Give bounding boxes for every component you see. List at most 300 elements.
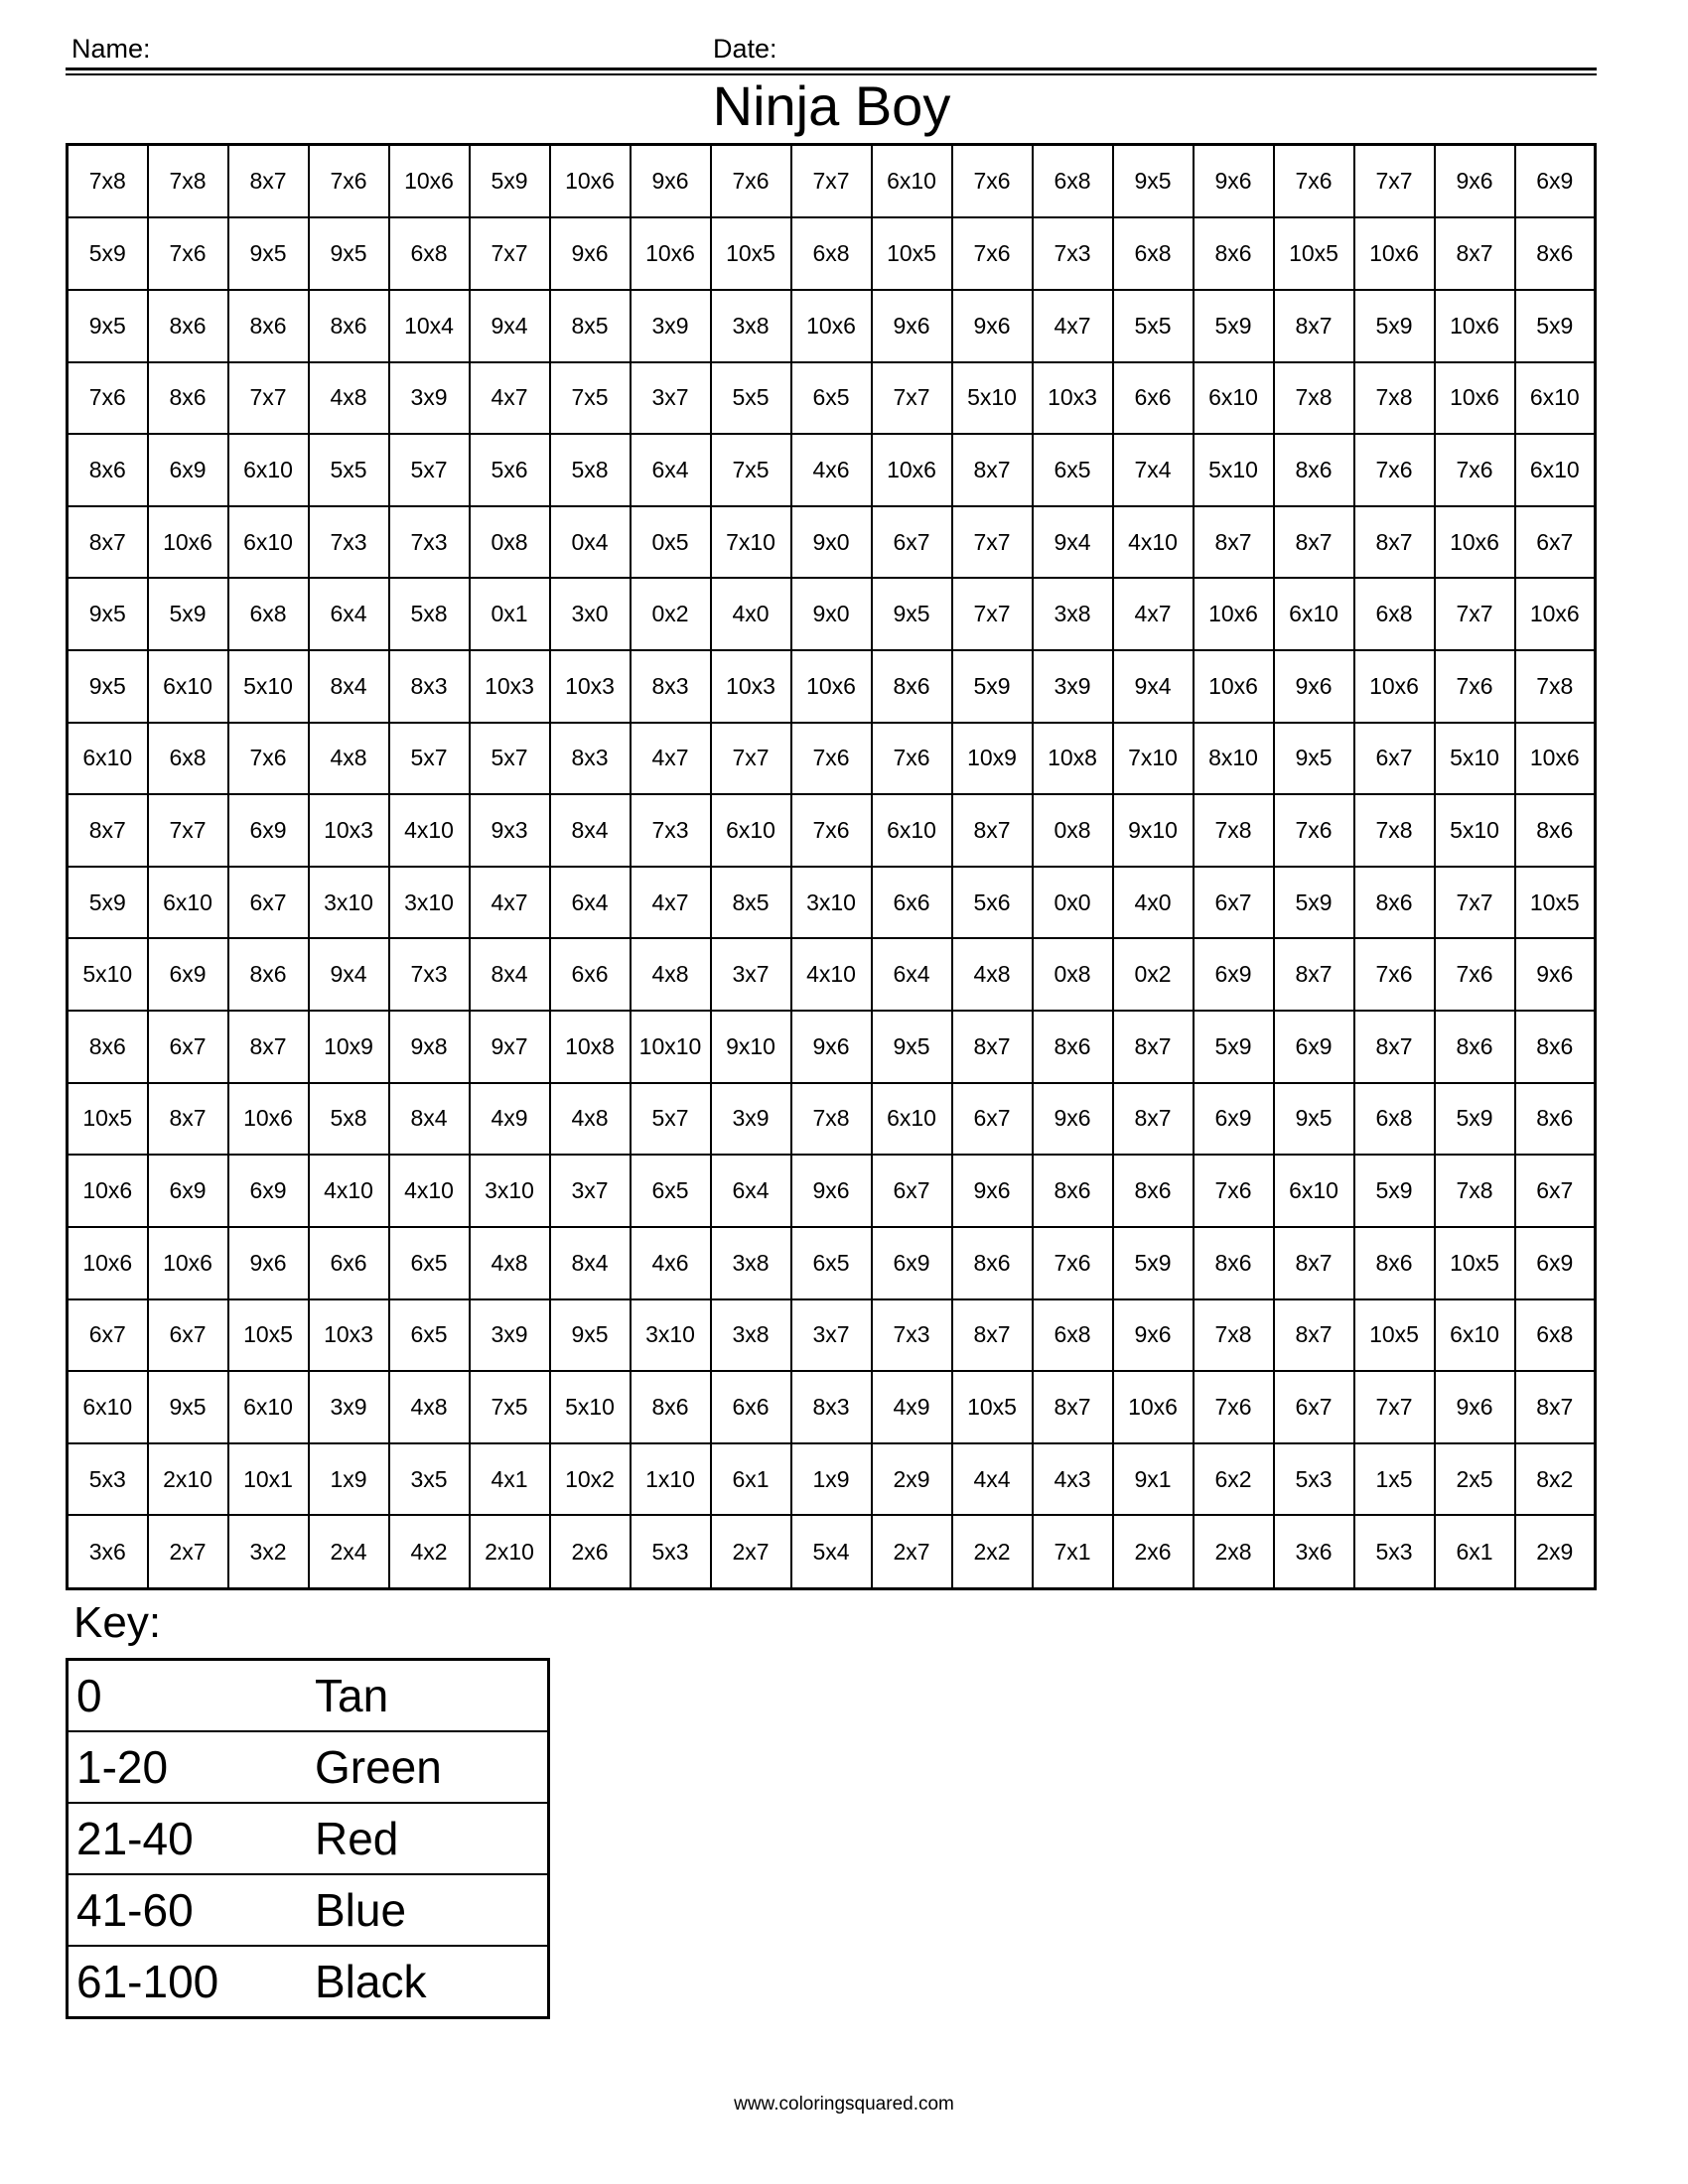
grid-cell: 4x3 [1033,1443,1113,1516]
key-color-name: Green [307,1731,549,1803]
grid-cell: 3x10 [309,867,389,939]
grid-cell: 8x6 [1354,1227,1435,1299]
grid-cell: 6x4 [872,938,952,1011]
grid-row [68,1299,1596,1372]
grid-cell: 8x3 [389,650,470,723]
grid-row [68,723,1596,795]
grid-cell: 10x3 [309,1299,389,1372]
grid-cell: 8x4 [550,1227,631,1299]
grid-cell: 4x10 [1113,506,1194,579]
grid-cell: 10x6 [1435,290,1515,362]
grid-cell: 6x8 [389,217,470,290]
grid-cell: 9x4 [1113,650,1194,723]
grid-cell: 8x6 [1194,217,1274,290]
grid-cell: 10x6 [631,217,711,290]
grid-cell: 7x6 [148,217,228,290]
grid-cell: 4x7 [631,723,711,795]
grid-cell: 7x6 [1274,794,1354,867]
grid-cell: 6x1 [711,1443,791,1516]
grid-cell: 9x6 [1435,145,1515,218]
grid-cell: 6x9 [148,938,228,1011]
grid-cell: 3x8 [711,1227,791,1299]
grid-cell: 2x9 [872,1443,952,1516]
key-range: 41-60 [68,1874,308,1946]
grid-cell: 7x5 [470,1371,550,1443]
grid-cell: 6x6 [711,1371,791,1443]
grid-cell: 7x6 [1033,1227,1113,1299]
grid-cell: 6x10 [68,723,148,795]
grid-cell: 8x6 [68,1011,148,1083]
grid-cell: 7x6 [1435,434,1515,506]
footer-url: www.coloringsquared.com [734,2094,954,2115]
grid-cell: 5x3 [1274,1443,1354,1516]
grid-cell: 10x3 [309,794,389,867]
grid-cell: 3x8 [711,1299,791,1372]
grid-cell: 4x1 [470,1443,550,1516]
grid-cell: 6x10 [711,794,791,867]
grid-cell: 6x8 [148,723,228,795]
name-label: Name: [71,34,151,64]
grid-cell: 8x6 [1274,434,1354,506]
grid-cell: 4x0 [711,578,791,650]
grid-cell: 8x7 [952,434,1033,506]
key-range: 0 [68,1660,308,1732]
grid-cell: 6x10 [228,506,309,579]
grid-cell: 10x5 [1435,1227,1515,1299]
grid-cell: 7x3 [872,1299,952,1372]
grid-cell: 6x5 [1033,434,1113,506]
grid-cell: 8x6 [1515,794,1596,867]
grid-cell: 6x7 [148,1299,228,1372]
grid-cell: 0x1 [470,578,550,650]
grid-cell: 3x7 [711,938,791,1011]
grid-cell: 9x10 [711,1011,791,1083]
grid-row [68,578,1596,650]
grid-cell: 4x9 [470,1083,550,1156]
grid-row [68,867,1596,939]
grid-cell: 7x8 [1194,1299,1274,1372]
grid-cell: 3x7 [631,362,711,435]
grid-cell: 4x7 [1113,578,1194,650]
grid-cell: 6x10 [1515,434,1596,506]
grid-cell: 7x6 [68,362,148,435]
grid-cell: 5x10 [1435,794,1515,867]
grid-cell: 6x6 [872,867,952,939]
grid-cell: 7x8 [1435,1155,1515,1227]
grid-cell: 10x6 [68,1227,148,1299]
grid-cell: 5x10 [550,1371,631,1443]
grid-cell: 9x6 [791,1011,872,1083]
grid-cell: 8x3 [631,650,711,723]
grid-cell: 9x6 [631,145,711,218]
grid-row [68,1515,1596,1588]
grid-cell: 6x7 [228,867,309,939]
grid-cell: 6x5 [389,1227,470,1299]
grid-row [68,145,1596,218]
grid-cell: 9x7 [470,1011,550,1083]
grid-cell: 7x6 [228,723,309,795]
grid-cell: 8x10 [1194,723,1274,795]
grid-cell: 8x6 [228,290,309,362]
grid-cell: 4x6 [631,1227,711,1299]
grid-cell: 6x7 [1515,506,1596,579]
grid-cell: 8x7 [68,506,148,579]
grid-cell: 3x9 [389,362,470,435]
grid-cell: 2x7 [711,1515,791,1588]
grid-cell: 8x6 [1515,217,1596,290]
grid-cell: 7x6 [309,145,389,218]
grid-cell: 4x10 [389,794,470,867]
grid-cell: 8x5 [550,290,631,362]
grid-cell: 2x6 [550,1515,631,1588]
grid-cell: 8x7 [952,1011,1033,1083]
grid-cell: 9x5 [68,650,148,723]
key-color-name: Blue [307,1874,549,1946]
key-row [68,1660,549,1732]
grid-cell: 5x9 [148,578,228,650]
grid-cell: 8x6 [952,1227,1033,1299]
grid-cell: 10x3 [711,650,791,723]
grid-cell: 6x10 [1194,362,1274,435]
grid-cell: 7x7 [952,506,1033,579]
grid-cell: 6x8 [1033,1299,1113,1372]
grid-cell: 5x10 [68,938,148,1011]
grid-cell: 9x6 [550,217,631,290]
grid-cell: 9x5 [1274,723,1354,795]
grid-cell: 8x7 [1113,1011,1194,1083]
grid-cell: 10x6 [791,290,872,362]
grid-cell: 9x5 [872,578,952,650]
grid-cell: 10x6 [550,145,631,218]
grid-cell: 5x9 [470,145,550,218]
color-key-table [66,1658,550,2019]
grid-cell: 4x8 [470,1227,550,1299]
grid-cell: 8x6 [228,938,309,1011]
grid-cell: 6x10 [1435,1299,1515,1372]
grid-cell: 6x1 [1435,1515,1515,1588]
grid-cell: 9x6 [1194,145,1274,218]
grid-cell: 5x7 [470,723,550,795]
grid-cell: 3x10 [389,867,470,939]
grid-cell: 6x8 [791,217,872,290]
grid-cell: 5x7 [389,434,470,506]
grid-row [68,650,1596,723]
grid-cell: 5x10 [952,362,1033,435]
grid-cell: 6x8 [1515,1299,1596,1372]
grid-cell: 10x6 [1194,578,1274,650]
grid-cell: 0x0 [1033,867,1113,939]
grid-cell: 8x6 [1354,867,1435,939]
grid-cell: 6x5 [631,1155,711,1227]
grid-cell: 8x5 [711,867,791,939]
grid-cell: 6x8 [228,578,309,650]
grid-cell: 3x9 [1033,650,1113,723]
grid-cell: 9x4 [470,290,550,362]
grid-cell: 8x4 [470,938,550,1011]
grid-cell: 7x4 [1113,434,1194,506]
grid-row [68,1371,1596,1443]
grid-cell: 9x6 [228,1227,309,1299]
grid-cell: 8x7 [1274,1299,1354,1372]
grid-cell: 9x5 [148,1371,228,1443]
grid-cell: 10x10 [631,1011,711,1083]
grid-cell: 7x7 [148,794,228,867]
grid-cell: 6x9 [228,1155,309,1227]
grid-cell: 10x6 [1435,362,1515,435]
grid-cell: 5x10 [1435,723,1515,795]
grid-cell: 7x8 [791,1083,872,1156]
grid-cell: 6x2 [1194,1443,1274,1516]
grid-cell: 9x6 [1435,1371,1515,1443]
key-color-name: Red [307,1803,549,1874]
grid-cell: 9x5 [68,290,148,362]
grid-cell: 8x6 [1435,1011,1515,1083]
grid-cell: 8x7 [148,1083,228,1156]
grid-cell: 9x6 [952,290,1033,362]
grid-cell: 2x8 [1194,1515,1274,1588]
grid-cell: 7x3 [631,794,711,867]
grid-cell: 9x0 [791,578,872,650]
grid-cell: 7x3 [389,506,470,579]
grid-cell: 4x8 [550,1083,631,1156]
grid-cell: 6x10 [68,1371,148,1443]
grid-cell: 1x9 [791,1443,872,1516]
grid-cell: 5x10 [1194,434,1274,506]
grid-cell: 3x8 [711,290,791,362]
grid-cell: 3x5 [389,1443,470,1516]
key-range: 61-100 [68,1946,308,2018]
grid-row [68,362,1596,435]
grid-cell: 8x7 [1274,290,1354,362]
grid-cell: 7x6 [1274,145,1354,218]
grid-cell: 6x8 [1033,145,1113,218]
grid-cell: 5x7 [631,1083,711,1156]
grid-cell: 4x7 [631,867,711,939]
grid-cell: 0x4 [550,506,631,579]
grid-cell: 3x7 [791,1299,872,1372]
grid-cell: 5x9 [1274,867,1354,939]
grid-cell: 7x5 [550,362,631,435]
grid-cell: 6x9 [148,1155,228,1227]
grid-cell: 6x5 [791,1227,872,1299]
grid-cell: 7x7 [1354,1371,1435,1443]
grid-cell: 6x4 [309,578,389,650]
grid-cell: 10x6 [1194,650,1274,723]
grid-cell: 10x5 [872,217,952,290]
grid-cell: 5x3 [1354,1515,1435,1588]
grid-cell: 6x8 [1354,1083,1435,1156]
grid-cell: 6x9 [228,794,309,867]
grid-cell: 4x7 [470,867,550,939]
grid-cell: 9x5 [872,1011,952,1083]
grid-row [68,1011,1596,1083]
grid-cell: 5x5 [711,362,791,435]
grid-cell: 6x10 [148,650,228,723]
grid-cell: 10x9 [952,723,1033,795]
grid-cell: 8x6 [1113,1155,1194,1227]
grid-cell: 10x3 [550,650,631,723]
grid-cell: 10x6 [1113,1371,1194,1443]
grid-row [68,794,1596,867]
grid-cell: 10x6 [1435,506,1515,579]
grid-cell: 10x6 [148,506,228,579]
grid-cell: 0x8 [1033,794,1113,867]
grid-cell: 8x4 [389,1083,470,1156]
grid-cell: 7x7 [470,217,550,290]
grid-cell: 9x3 [470,794,550,867]
grid-cell: 4x8 [309,362,389,435]
grid-cell: 2x2 [952,1515,1033,1588]
grid-cell: 9x4 [1033,506,1113,579]
grid-cell: 9x6 [872,290,952,362]
grid-row [68,1227,1596,1299]
page-title: Ninja Boy [712,74,951,137]
grid-cell: 5x9 [1435,1083,1515,1156]
grid-cell: 3x6 [68,1515,148,1588]
grid-cell: 6x8 [1113,217,1194,290]
grid-cell: 7x3 [1033,217,1113,290]
grid-cell: 6x9 [148,434,228,506]
grid-cell: 1x5 [1354,1443,1435,1516]
grid-cell: 5x9 [1194,1011,1274,1083]
grid-row [68,217,1596,290]
grid-cell: 10x5 [1515,867,1596,939]
grid-cell: 8x7 [1435,217,1515,290]
grid-cell: 10x6 [791,650,872,723]
grid-cell: 8x6 [1515,1011,1596,1083]
grid-cell: 10x5 [711,217,791,290]
grid-cell: 8x6 [148,290,228,362]
grid-cell: 5x3 [68,1443,148,1516]
grid-cell: 7x6 [1354,434,1435,506]
grid-cell: 2x9 [1515,1515,1596,1588]
grid-cell: 7x7 [1354,145,1435,218]
grid-cell: 9x5 [550,1299,631,1372]
grid-cell: 3x8 [1033,578,1113,650]
grid-cell: 6x10 [1515,362,1596,435]
grid-row [68,1443,1596,1516]
grid-cell: 7x7 [872,362,952,435]
key-row [68,1731,549,1803]
grid-cell: 5x9 [1113,1227,1194,1299]
grid-row [68,506,1596,579]
grid-cell: 9x0 [791,506,872,579]
grid-cell: 10x2 [550,1443,631,1516]
grid-cell: 4x7 [470,362,550,435]
grid-cell: 10x6 [228,1083,309,1156]
grid-cell: 4x8 [631,938,711,1011]
grid-cell: 5x8 [550,434,631,506]
grid-cell: 10x4 [389,290,470,362]
grid-cell: 6x7 [952,1083,1033,1156]
grid-cell: 7x3 [309,506,389,579]
grid-cell: 10x3 [1033,362,1113,435]
key-row [68,1874,549,1946]
key-range: 21-40 [68,1803,308,1874]
grid-cell: 6x9 [1194,1083,1274,1156]
grid-cell: 3x9 [711,1083,791,1156]
date-label: Date: [713,34,777,64]
grid-cell: 8x7 [1515,1371,1596,1443]
grid-cell: 7x7 [711,723,791,795]
grid-cell: 8x6 [1033,1011,1113,1083]
key-row [68,1946,549,2018]
grid-cell: 7x6 [711,145,791,218]
grid-cell: 6x8 [1354,578,1435,650]
grid-cell: 6x10 [228,1371,309,1443]
grid-cell: 5x5 [309,434,389,506]
key-range: 1-20 [68,1731,308,1803]
grid-cell: 7x6 [952,217,1033,290]
grid-cell: 4x6 [791,434,872,506]
grid-cell: 6x9 [1194,938,1274,1011]
grid-cell: 5x8 [309,1083,389,1156]
grid-cell: 8x7 [1274,938,1354,1011]
grid-cell: 4x10 [389,1155,470,1227]
grid-cell: 8x6 [68,434,148,506]
grid-cell: 9x6 [1515,938,1596,1011]
grid-cell: 6x7 [872,506,952,579]
grid-cell: 8x7 [228,145,309,218]
grid-cell: 10x5 [952,1371,1033,1443]
key-color-name: Black [307,1946,549,2018]
grid-cell: 6x6 [309,1227,389,1299]
grid-cell: 6x5 [389,1299,470,1372]
grid-cell: 7x7 [228,362,309,435]
grid-cell: 9x6 [952,1155,1033,1227]
grid-cell: 8x6 [309,290,389,362]
grid-cell: 6x4 [550,867,631,939]
grid-cell: 5x9 [68,867,148,939]
grid-cell: 7x6 [872,723,952,795]
grid-cell: 9x1 [1113,1443,1194,1516]
grid-cell: 8x6 [1033,1155,1113,1227]
grid-cell: 2x4 [309,1515,389,1588]
grid-cell: 6x10 [872,794,952,867]
grid-cell: 8x7 [228,1011,309,1083]
grid-cell: 7x6 [791,794,872,867]
grid-cell: 8x2 [1515,1443,1596,1516]
grid-cell: 10x8 [550,1011,631,1083]
grid-cell: 2x5 [1435,1443,1515,1516]
grid-row [68,1083,1596,1156]
grid-cell: 7x8 [1515,650,1596,723]
grid-cell: 10x6 [68,1155,148,1227]
grid-cell: 4x4 [952,1443,1033,1516]
grid-cell: 9x5 [1274,1083,1354,1156]
grid-cell: 5x9 [68,217,148,290]
grid-cell: 4x8 [309,723,389,795]
grid-cell: 6x10 [148,867,228,939]
grid-cell: 4x9 [872,1371,952,1443]
grid-cell: 8x7 [1033,1371,1113,1443]
grid-cell: 8x7 [1354,1011,1435,1083]
grid-cell: 6x4 [711,1155,791,1227]
grid-cell: 0x8 [1033,938,1113,1011]
grid-cell: 10x6 [872,434,952,506]
grid-cell: 6x10 [872,145,952,218]
grid-cell: 3x10 [631,1299,711,1372]
grid-cell: 5x8 [389,578,470,650]
grid-cell: 8x7 [1194,506,1274,579]
grid-cell: 6x6 [550,938,631,1011]
grid-cell: 6x7 [68,1299,148,1372]
grid-cell: 5x6 [952,867,1033,939]
grid-cell: 6x7 [1515,1155,1596,1227]
grid-cell: 7x5 [711,434,791,506]
grid-cell: 8x6 [148,362,228,435]
grid-cell: 4x10 [309,1155,389,1227]
